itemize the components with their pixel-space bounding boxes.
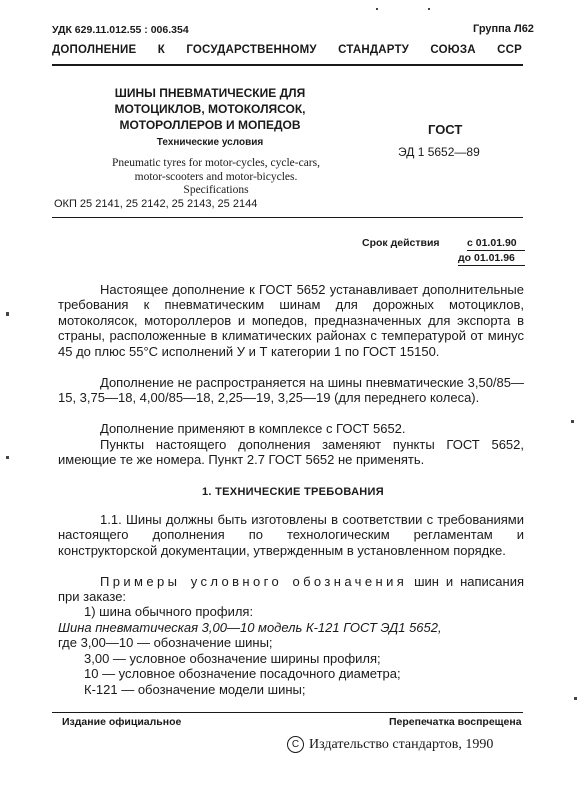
- scan-speck: [6, 312, 9, 316]
- header-word: ДОПОЛНЕНИЕ: [52, 44, 137, 56]
- scan-speck: [376, 8, 378, 10]
- definition-line: К-121 — обозначение модели шины;: [84, 682, 306, 697]
- example-designation: Шина пневматическая 3,00—10 модель К-121 ГОСТ ЭД1 5652,: [58, 620, 442, 635]
- reprint-notice: Перепечатка воспрещена: [389, 716, 522, 728]
- header-word: ГОСУДАРСТВЕННОМУ: [186, 44, 317, 56]
- title-line: МОТОЦИКЛОВ, МОТОКОЛЯСОК,: [114, 102, 306, 116]
- section-title: 1. ТЕХНИЧЕСКИЕ ТРЕБОВАНИЯ: [202, 486, 384, 498]
- example-where: где 3,00—10 — обозначение шины;: [58, 635, 273, 650]
- header-word: СОЮЗА: [430, 44, 476, 56]
- scan-speck: [6, 456, 9, 459]
- group-code: Группа Л62: [473, 23, 534, 35]
- examples-heading: Примеры условного обозначения: [100, 574, 408, 589]
- footer-rule: [52, 712, 523, 713]
- standard-label: ГОСТ: [428, 122, 463, 137]
- replace-paragraph: Пункты настоящего дополнения заменяют пункты ГОСТ 5652, имеющие те же номера. Пункт 2.7 ГОСТ 5652 не применять.: [58, 437, 524, 468]
- examples-paragraph: [58, 574, 524, 605]
- english-title: [72, 157, 360, 198]
- supplement-header: [52, 44, 522, 56]
- header-word: СТАНДАРТУ: [338, 44, 410, 56]
- document-title: [88, 85, 332, 133]
- scan-speck: [574, 697, 577, 700]
- validity-from-underline: [467, 250, 525, 251]
- example-item: 1) шина обычного профиля:: [84, 604, 254, 619]
- technical-conditions-label: Технические условия: [156, 137, 264, 148]
- examples-rest: шин и написания при заказе:: [58, 574, 524, 605]
- header-word: ССР: [497, 44, 522, 56]
- intro-paragraph: Настоящее дополнение к ГОСТ 5652 устанавливает дополнительные требования к пневматическим шинам для дорожных мотоциклов, мотоколясок, мотороллеров и мопедов, предназначенных для экспорта в страны, расположенные в климатических районах с температурой от минус 45 до плюс 55°С исполнений У и Т категории 1 по ГОСТ 15150.: [58, 282, 524, 359]
- standard-number: ЭД 1 5652—89: [398, 145, 480, 159]
- header-rule: [52, 64, 523, 66]
- edition-label: Издание официальное: [62, 716, 182, 728]
- validity-label: Срок действия: [362, 237, 440, 249]
- publisher-line: [287, 736, 493, 753]
- publisher-name: Издательство стандартов, 1990: [309, 737, 494, 752]
- title-rule: [52, 217, 523, 218]
- okp-codes: ОКП 25 2141, 25 2142, 25 2143, 25 2144: [54, 198, 258, 210]
- english-title-line: Specifications: [183, 184, 249, 196]
- scan-speck: [571, 420, 574, 423]
- clause-1-1: 1.1. Шины должны быть изготовлены в соответствии с требованиями настоящего дополнения по технологическим регламентам и конструкторской документации, утвержденным в установленном порядке.: [58, 512, 524, 558]
- udk-code: УДК 629.11.012.55 : 006.354: [52, 24, 189, 36]
- validity-to: до 01.01.96: [458, 252, 515, 264]
- complex-paragraph: Дополнение применяют в комплексе с ГОСТ 5652.: [100, 421, 406, 436]
- scan-speck: [428, 8, 430, 10]
- copyright-icon: С: [287, 736, 304, 753]
- validity-from: с 01.01.90: [467, 237, 517, 249]
- title-line: МОТОРОЛЛЕРОВ И МОПЕДОВ: [119, 118, 301, 132]
- definition-line: 3,00 — условное обозначение ширины профиля;: [84, 651, 381, 666]
- validity-to-underline: [458, 265, 525, 266]
- english-title-line: motor-scooters and motor-bicycles.: [134, 170, 298, 183]
- english-title-line: Pneumatic tyres for motor-cycles, cycle-cars,: [112, 157, 320, 169]
- header-word: К: [157, 44, 165, 56]
- exclusion-paragraph: Дополнение не распространяется на шины пневматические 3,50/85—15, 3,75—18, 4,00/85—18, 2,25—19, 3,25—19 (для переднего колеса).: [58, 375, 524, 406]
- title-line: ШИНЫ ПНЕВМАТИЧЕСКИЕ ДЛЯ: [114, 86, 306, 100]
- definition-line: 10 — условное обозначение посадочного диаметра;: [84, 666, 401, 681]
